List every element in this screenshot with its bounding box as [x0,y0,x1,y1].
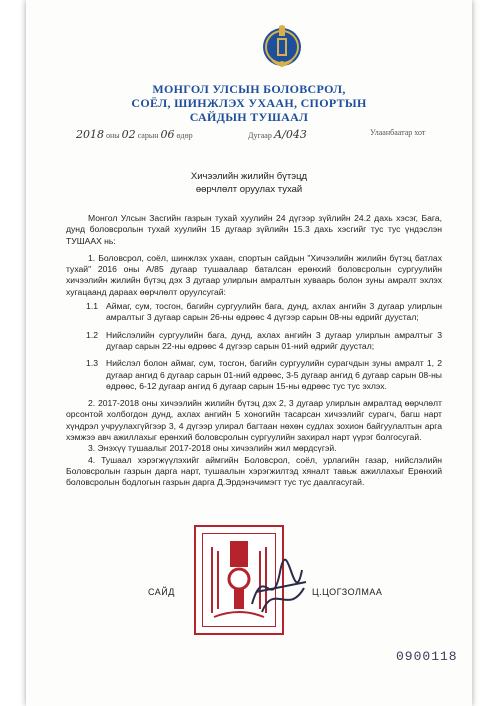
clause-number: 1.1 [86,301,98,312]
signature-scribble-icon [244,552,314,622]
order-number [248,128,307,141]
ministry-header [26,82,472,124]
clause-1-3 [66,358,442,392]
clause-3: 3. Энэхүү тушаалыг 2017-2018 оны хичээлийн жил мөрдсүгэй. [88,443,337,454]
date-year: 2018 [76,128,104,141]
clause-text: Аймаг, сум, тосгон, багийн сургуулийн бага, дунд, ахлах ангийн 3 дугаар улирлын амралтыг 3 дугаар сарын 26-ны өдрөөс 4 дүгээр сарын 08-ны өдрийг дуустал; [106,301,442,323]
subject-title [26,170,472,196]
document-page [26,0,472,706]
ministry-line-2: СОЁЛ, ШИНЖЛЭХ УХААН, СПОРТЫН [131,96,367,110]
city: Улаанбаатар хот [370,128,426,137]
clause-number: 1.3 [86,358,98,369]
serial-number: 0900118 [396,649,458,664]
order-number-label: Дугаар [248,131,272,140]
signer-title: САЙД [148,587,175,597]
clause-text: Нийслэл болон аймаг, сум, тосгон, багийн сургуулийн сурагчдын зуны амралт 1, 2 дугаар ангид 6 дугаар сарын 01-ний өдрөөс, 3-5 дугаар ангид 6 дугаар сарын 08-ны өдрөөс, 6-12 дугаар ангид 6 дугаар сарын 15-ны өдрөөс тус тус эхлэх. [106,358,442,391]
ministry-line-3: САЙДЫН ТУШААЛ [189,110,309,124]
ministry-line-1: МОНГОЛ УЛСЫН БОЛОВСРОЛ, [152,82,346,96]
date-line [76,128,193,141]
order-number-value: А/043 [273,128,307,141]
date-year-label: оны [106,131,120,140]
clause-1-2 [66,330,442,353]
intro-paragraph: Монгол Улсын Засгийн газрын тухай хуулийн 24 дүгээр зүйлийн 24.2 дахь хэсэг, Бага, дунд боловсролын тухай хуулийн 15 дугаар зүйлийн 15.3 дахь хэсгийг тус тус үндэслэн ТУШААХ нь: [66,213,442,246]
clause-1-1 [66,301,442,324]
subject-line-1: Хичээлийн жилийн бүтэцд [190,171,308,182]
date-month: 02 [121,128,136,141]
date-day-label: өдөр [176,131,193,140]
clause-1: 1. Боловсрол, соёл, шинжлэх ухаан, спортын сайдын "Хичээлийн жилийн бүтэц батлах тухай" 2016 оны А/85 дугаар тушаалаар баталсан ерөнхий боловсролын сургуулийн хичээлийн жилийн бүтэц дэх 3 дугаар улирлын амралтын хуваарь болон зуны амралт эхлэх хугацаанд дараах өөрчлөлт оруулсугай: [66,252,442,297]
state-emblem-icon [262,20,302,74]
date-month-label: сарын [137,131,159,140]
date-day: 06 [160,128,175,141]
document-body [66,213,442,489]
clause-2: 2. 2017-2018 оны хичээлийн жилийн бүтэц дэх 2, 3 дугаар улирлын амралтад өөрчлөлт орсонтой холбогдон дунд, ахлах ангийн 5 хоногийн тасарсан хичээлийг сурагч, багш нарт хүндрэл учруулахгүйгээр 3, 4 дүгээр улирал багтаан нөхөн судлах зохион байгуулалтын арга хэмжээ авч ажиллахыг ерөнхий боловсролын сургуулийн захирал нарт үүрэг болгосугай. [66,398,442,443]
clause-text: Нийслэлийн сургуулийн бага, дунд, ахлах ангийн 3 дугаар улирлын амралтыг 3 дугаар сарын 22-ны өдрөөс 4 дүгээр сарын 01-ний өдрийг дуустал; [106,329,442,351]
signer-name: Ц.ЦОГЗОЛМАА [312,587,383,597]
subject-line-2: өөрчлөлт оруулах тухай [195,184,303,195]
clause-number: 1.2 [86,329,98,340]
clause-4: 4. Тушаал хэрэгжүүлэхийг аймгийн Боловсрол, соёл, урлагийн газар, нийслэлийн Боловсролын газрын дарга нарт, тушаалын хэрэгжилтэд хяналт тавьж ажиллахыг Ерөнхий боловсролын бодлогын газрын дарга Д.Эрдэнэчимэгт тус тус даалгасугай. [66,454,442,488]
